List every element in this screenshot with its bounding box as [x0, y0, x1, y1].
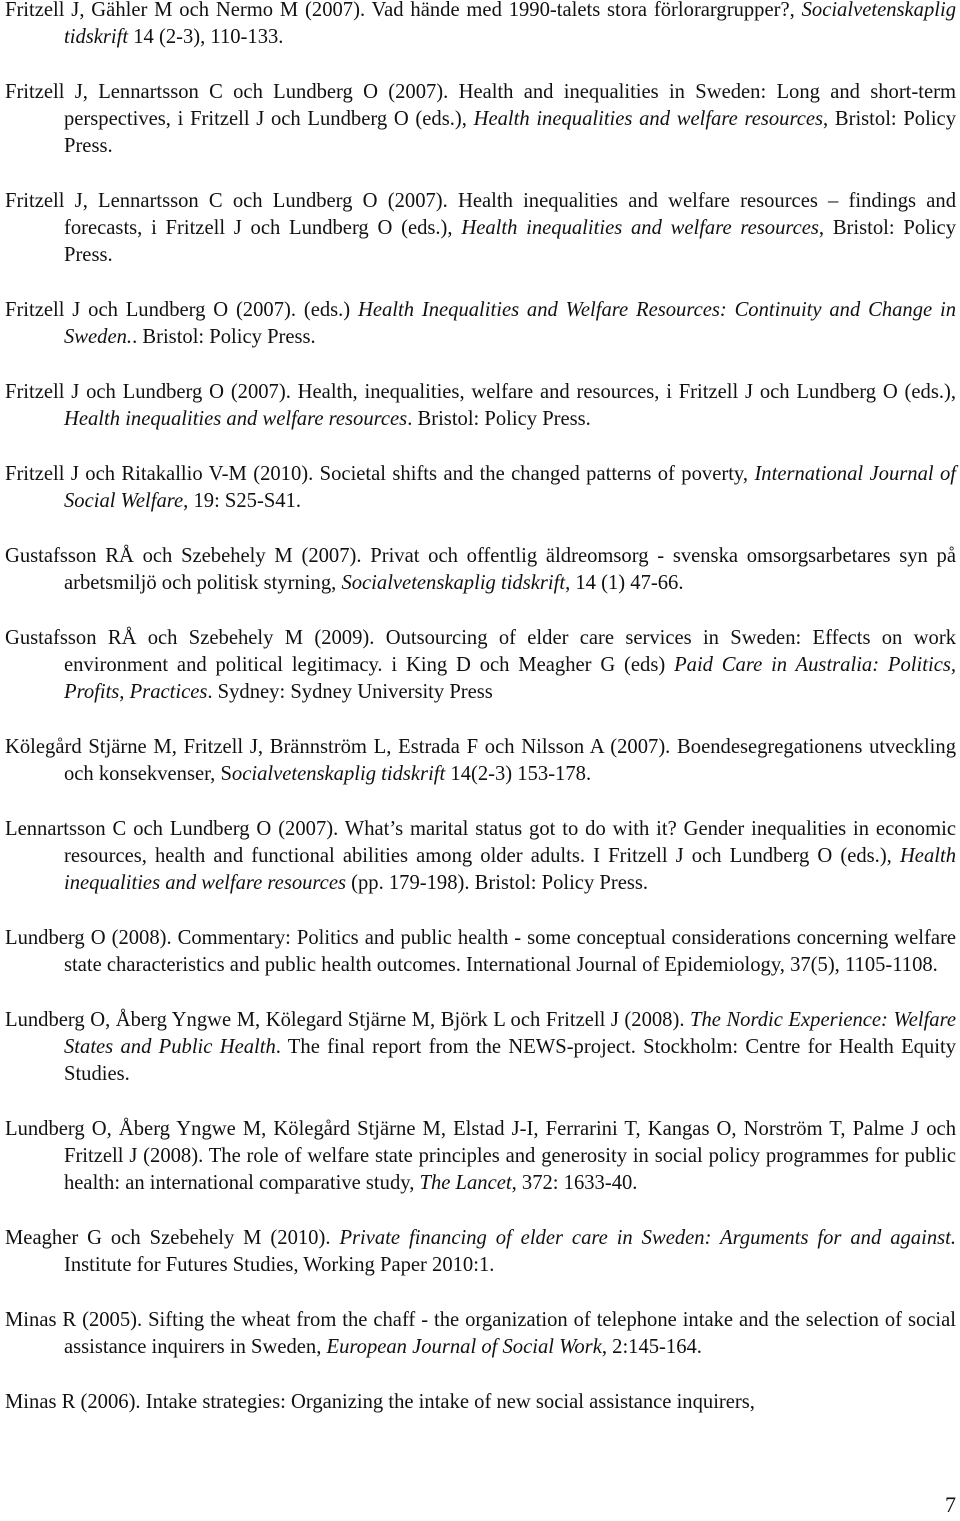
reference-entry: [5, 461, 956, 515]
reference-title-italic: European Journal of Social Work: [326, 1336, 602, 1358]
reference-text: , 19: S25-S41.: [183, 490, 302, 512]
reference-text: , Bristol: Policy Press.: [64, 108, 956, 157]
reference-title-italic: The Lancet: [419, 1172, 512, 1194]
reference-entry: [5, 379, 956, 433]
reference-title-italic: The Nordic Experience: Welfare States and Public Health: [64, 1009, 956, 1058]
reference-title-italic: International Journal of Social Welfare: [64, 463, 957, 512]
reference-text: Fritzell J och Lundberg O (2007). (eds.): [5, 299, 358, 321]
reference-text: , 372: 1633-40.: [511, 1172, 638, 1194]
reference-text: Fritzell J, Lennartsson C och Lundberg O (2007). Health inequalities and welfare resources – findings and forecasts, i Fritzell J och Lundberg O (eds.),: [5, 190, 956, 239]
reference-entry: [5, 816, 956, 897]
reference-text: Meagher G och Szebehely M (2010).: [5, 1227, 340, 1249]
reference-text: Fritzell J och Ritakallio V-M (2010). Societal shifts and the changed patterns of poverty,: [5, 463, 755, 485]
reference-entry: [5, 625, 956, 706]
reference-text: . The final report from the NEWS-project. Stockholm: Centre for Health Equity Studies.: [64, 1036, 956, 1085]
reference-entry: [5, 1116, 956, 1197]
reference-title-italic: Health inequalities and welfare resources: [64, 845, 956, 894]
reference-list: [5, 0, 956, 1444]
reference-text: Lennartsson C och Lundberg O (2007). What’s marital status got to do with it? Gender inequalities in economic resources, health and functional abilities among older adults. I Fritzell J och Lundberg O (eds.),: [5, 818, 956, 867]
reference-text: Fritzell J, Gähler M och Nermo M (2007). Vad hände med 1990-talets stora förlorargrupper?,: [5, 0, 802, 21]
reference-entry: [5, 734, 956, 788]
reference-text: (pp. 179-198). Bristol: Policy Press.: [345, 872, 649, 894]
reference-entry: [5, 925, 956, 979]
reference-text: Lundberg O, Åberg Yngwe M, Kölegard Stjärne M, Björk L och Fritzell J (2008).: [5, 1009, 691, 1031]
reference-text: Lundberg O (2008). Commentary: Politics and public health - some conceptual considerations concerning welfare state characteristics and public health outcomes. International Journal of Epidemiology, 37(5), 1105-1108.: [5, 927, 956, 976]
reference-text: Minas R (2006). Intake strategies: Organizing the intake of new social assistance inquirers,: [5, 1391, 755, 1413]
reference-title-italic: Socialvetenskaplig tidskrift: [64, 0, 956, 48]
reference-entry: [5, 79, 956, 160]
reference-entry: [5, 1007, 956, 1088]
reference-text: . Bristol: Policy Press.: [407, 408, 591, 430]
reference-entry: [5, 297, 956, 351]
reference-entry: [5, 543, 956, 597]
reference-text: Minas R (2005). Sifting the wheat from the chaff - the organization of telephone intake and the selection of social assistance inquirers in Sweden,: [5, 1309, 956, 1358]
reference-title-italic: Health inequalities and welfare resources: [461, 217, 819, 239]
page-number: 7: [945, 1492, 956, 1517]
reference-text: Kölegård Stjärne M, Fritzell J, Brännström L, Estrada F och Nilsson A (2007). Boendesegregationens utveckling och konsekvenser, S: [5, 736, 956, 785]
reference-entry: [5, 1307, 956, 1361]
reference-text: Gustafsson RÅ och Szebehely M (2007). Privat och offentlig äldreomsorg - svenska omsorgsarbetares syn på arbetsmiljö och politisk styrning,: [5, 545, 956, 594]
reference-title-italic: Health inequalities and welfare resources: [473, 108, 823, 130]
reference-title-italic: Health Inequalities and Welfare Resources: Continuity and Change in Sweden.: [64, 299, 956, 348]
reference-text: , 14 (1) 47-66.: [565, 572, 684, 594]
reference-text: Institute for Futures Studies, Working Paper 2010:1.: [64, 1254, 495, 1276]
reference-text: 14 (2-3), 110-133.: [128, 26, 284, 48]
reference-text: . Bristol: Policy Press.: [132, 326, 316, 348]
reference-text: . Sydney: Sydney University Press: [207, 681, 493, 703]
reference-title-italic: Paid Care in Australia: Politics, Profits, Practices: [64, 654, 956, 703]
reference-title-italic: Health inequalities and welfare resources: [64, 408, 408, 430]
reference-text: Gustafsson RÅ och Szebehely M (2009). Outsourcing of elder care services in Sweden: Effects on work environment and political legitimacy. i King D och Meagher G (eds): [5, 627, 956, 676]
reference-text: Fritzell J, Lennartsson C och Lundberg O (2007). Health and inequalities in Sweden: Long and short-term perspectives, i Fritzell J och Lundberg O (eds.),: [5, 81, 956, 130]
reference-title-italic: Private financing of elder care in Sweden: Arguments for and against.: [339, 1227, 957, 1249]
reference-text: Fritzell J och Lundberg O (2007). Health, inequalities, welfare and resources, i Fritzell J och Lundberg O (eds.),: [5, 381, 956, 403]
reference-text: , Bristol: Policy Press.: [64, 217, 956, 266]
reference-entry: [5, 188, 956, 269]
reference-title-italic: Socialvetenskaplig tidskrift: [341, 572, 566, 594]
reference-title-italic: ocialvetenskaplig tidskrift: [231, 763, 446, 785]
reference-entry: [5, 0, 956, 51]
reference-text: 14(2-3) 153-178.: [445, 763, 592, 785]
reference-entry: [5, 1225, 956, 1279]
reference-text: , 2:145-164.: [601, 1336, 702, 1358]
reference-text: Lundberg O, Åberg Yngwe M, Kölegård Stjärne M, Elstad J-I, Ferrarini T, Kangas O, Norström T, Palme J och Fritzell J (2008). The role of welfare state principles and generosity in social policy programmes for public health: an international comparative study,: [5, 1118, 956, 1194]
reference-entry: [5, 1389, 956, 1416]
